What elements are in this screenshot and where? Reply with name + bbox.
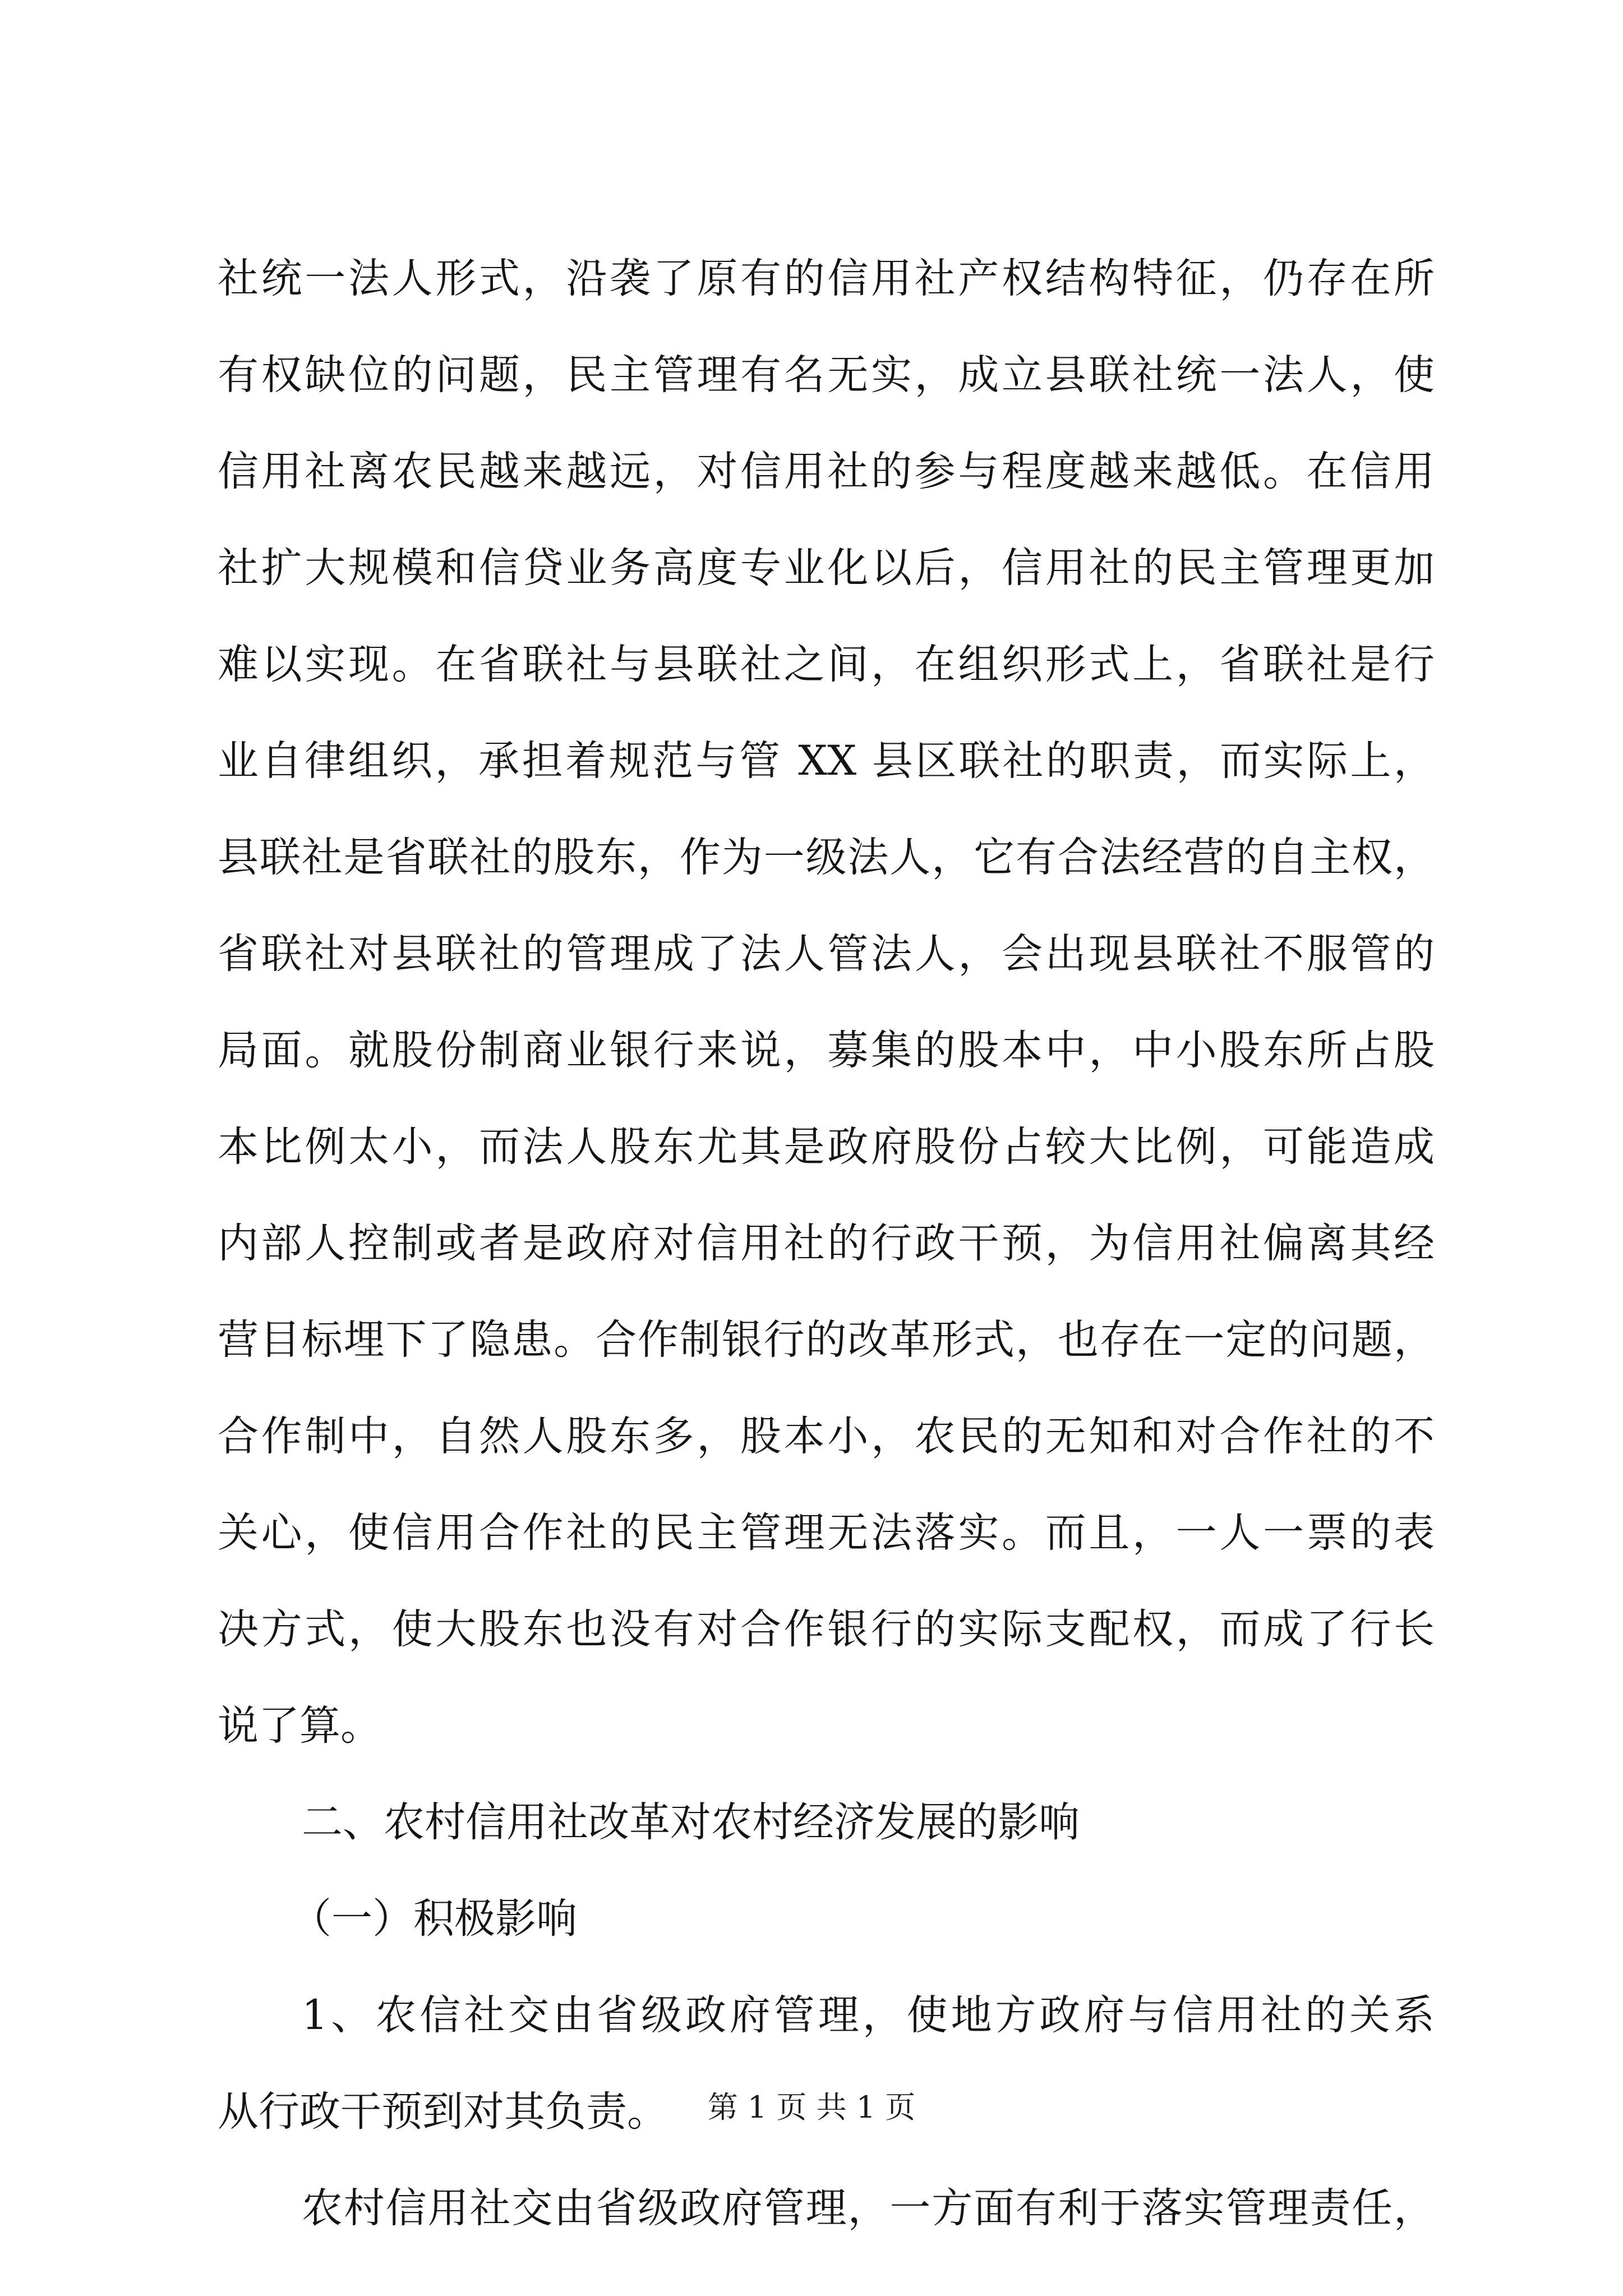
paragraph-line: 难以实现。在省联社与县联社之间，在组织形式上，省联社是行 bbox=[218, 641, 1435, 688]
paragraph-line-last: 说了算。 bbox=[218, 1702, 381, 1750]
paragraph-line: 有权缺位的问题，民主管理有名无实，成立县联社统一法人，使 bbox=[218, 351, 1435, 399]
paragraph-line: 信用社离农民越来越远，对信用社的参与程度越来越低。在信用 bbox=[218, 448, 1435, 495]
paragraph-line: 县联社是省联社的股东，作为一级法人，它有合法经营的自主权， bbox=[218, 834, 1435, 881]
paragraph-line: 决方式，使大股东也没有对合作银行的实际支配权，而成了行长 bbox=[218, 1605, 1435, 1653]
paragraph-line: 省联社对县联社的管理成了法人管法人，会出现县联社不服管的 bbox=[218, 930, 1435, 978]
paragraph-line: 局面。就股份制商业银行来说，募集的股本中，中小股东所占股 bbox=[218, 1027, 1435, 1074]
paragraph-line: 业自律组织，承担着规范与管 XX 县区联社的职责，而实际上， bbox=[218, 737, 1435, 785]
paragraph-line: 内部人控制或者是政府对信用社的行政干预，为信用社偏离其经 bbox=[218, 1220, 1435, 1267]
paragraph-line: 关心，使信用合作社的民主管理无法落实。而且，一人一票的表 bbox=[218, 1509, 1435, 1557]
paragraph-line: 本比例太小，而法人股东尤其是政府股份占较大比例，可能造成 bbox=[218, 1123, 1435, 1171]
sub-heading: （一）积极影响 bbox=[291, 1895, 577, 1943]
section-heading: 二、农村信用社改革对农村经济发展的影响 bbox=[302, 1798, 1080, 1846]
paragraph-line: 合作制中，自然人股东多，股本小，农民的无知和对合作社的不 bbox=[218, 1412, 1435, 1460]
item-heading-line: 1、农信社交由省级政府管理，使地方政府与信用社的关系 bbox=[302, 1991, 1435, 2039]
paragraph-line: 社扩大规模和信贷业务高度专业化以后，信用社的民主管理更加 bbox=[218, 544, 1435, 592]
paragraph-line: 社统一法人形式，沿袭了原有的信用社产权结构特征，仍存在所 bbox=[218, 255, 1435, 302]
paragraph-line: 营目标埋下了隐患。合作制银行的改革形式，也存在一定的问题， bbox=[218, 1316, 1435, 1364]
page-number-footer: 第 1 页 共 1 页 bbox=[707, 2090, 916, 2125]
paragraph-line: 农村信用社交由省级政府管理，一方面有利于落实管理责任， bbox=[302, 2184, 1435, 2232]
item-heading-line: 从行政干预到对其负责。 bbox=[218, 2088, 668, 2136]
